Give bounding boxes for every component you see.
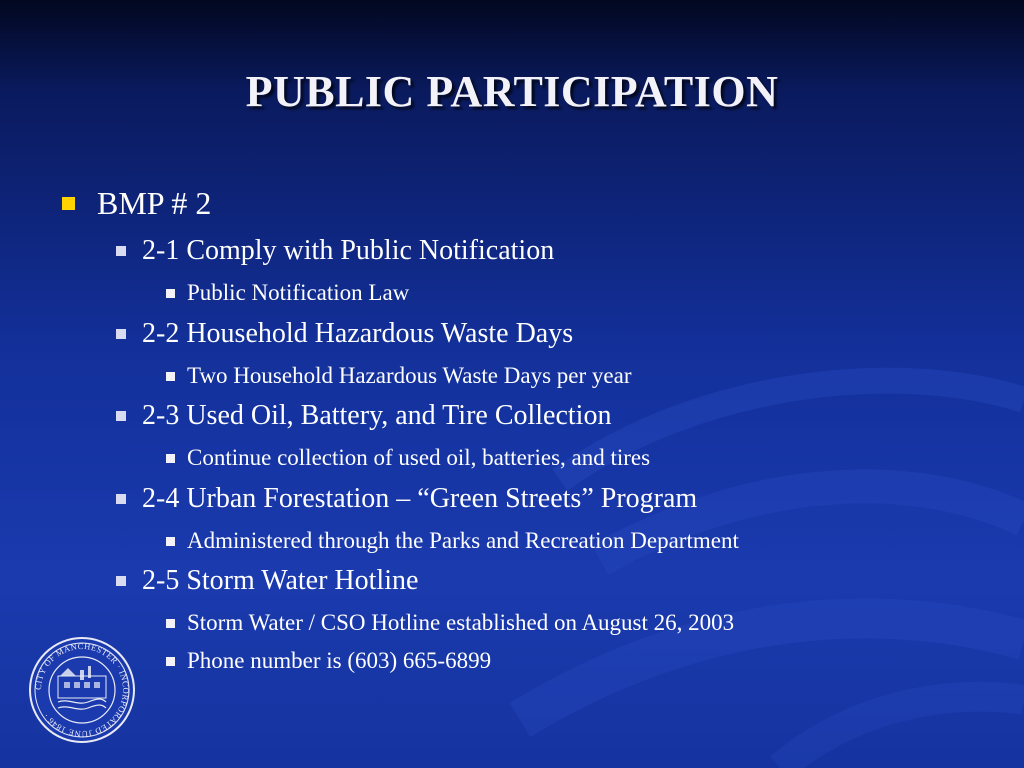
square-bullet-icon	[166, 537, 175, 546]
square-bullet-icon	[166, 657, 175, 666]
slide-title: PUBLIC PARTICIPATION	[245, 67, 779, 116]
item-detail: Continue collection of used oil, batteries, and tires	[187, 445, 651, 470]
item-heading: 2-3 Used Oil, Battery, and Tire Collection	[142, 400, 612, 431]
item-detail: Administered through the Parks and Recreation Department	[187, 528, 739, 553]
square-bullet-icon	[116, 411, 126, 421]
city-seal-icon	[28, 636, 136, 744]
square-bullet-icon	[116, 494, 126, 504]
item-detail: Phone number is (603) 665-6899	[187, 648, 492, 673]
square-bullet-icon	[166, 372, 175, 381]
square-bullet-icon	[166, 619, 175, 628]
list-item	[116, 400, 611, 432]
item-heading: 2-2 Household Hazardous Waste Days	[142, 318, 574, 349]
list-item	[116, 565, 418, 597]
item-detail: Public Notification Law	[187, 280, 410, 305]
item-detail: Two Household Hazardous Waste Days per year	[187, 363, 632, 388]
item-heading: 2-1 Comply with Public Notification	[142, 235, 555, 266]
item-heading: 2-4 Urban Forestation – “Green Streets” Program	[142, 483, 698, 514]
list-item	[166, 648, 491, 674]
square-bullet-icon	[166, 289, 175, 298]
list-item	[166, 363, 631, 389]
square-bullet-icon	[166, 454, 175, 463]
square-bullet-icon	[116, 576, 126, 586]
list-item	[166, 528, 739, 554]
level1-text: BMP # 2	[97, 185, 212, 221]
list-item	[166, 445, 650, 471]
list-item	[116, 483, 697, 515]
level1-bullet	[62, 185, 211, 222]
square-bullet-icon	[116, 246, 126, 256]
list-item	[116, 318, 573, 350]
yellow-square-bullet-icon	[62, 197, 75, 210]
svg-text:CITY OF MANCHESTER · INCORPORA: CITY OF MANCHESTER · INCORPORATED JUNE 1846 ·	[32, 640, 132, 740]
square-bullet-icon	[116, 329, 126, 339]
list-item	[166, 280, 409, 306]
list-item	[166, 610, 734, 636]
item-heading: 2-5 Storm Water Hotline	[142, 565, 419, 596]
list-item	[116, 235, 554, 267]
item-detail: Storm Water / CSO Hotline established on August 26, 2003	[187, 610, 735, 635]
